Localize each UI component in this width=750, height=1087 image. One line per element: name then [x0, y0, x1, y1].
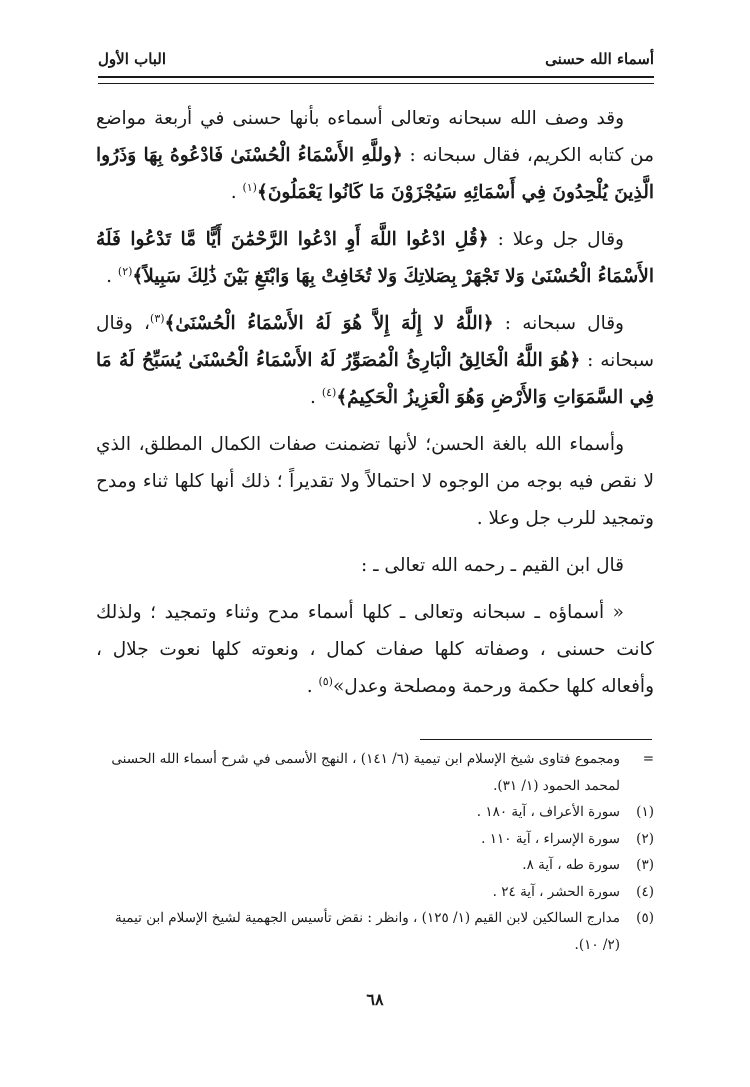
footnote-marker: (٢): [636, 830, 654, 847]
quran-bracket-close: ﴾: [256, 182, 268, 203]
footnote-marker: (١): [636, 804, 654, 820]
footnote-ref: (٣): [150, 311, 165, 325]
footnote: [96, 905, 654, 958]
paragraph-6: [96, 594, 654, 705]
paragraph-end: .: [230, 182, 243, 203]
footnote-marker: (٣): [636, 857, 654, 873]
footnote: [96, 799, 654, 826]
paragraph-text: وقال جل وعلا :: [488, 229, 624, 250]
paragraph-end: .: [310, 387, 322, 408]
section-title: الباب الأول: [98, 50, 167, 68]
paragraph-text: ، وقال سبحانه :: [96, 313, 654, 371]
footnote: [96, 826, 654, 853]
paragraph-end: .: [106, 266, 118, 287]
quran-bracket-close: ﴾: [336, 387, 348, 408]
quran-verse: وللَّهِ الأَسْمَاءُ الْحُسْنَىٰ فَادْعُوهُ بِهَا وَذَرُوا الَّذِينَ يُلْحِدُونَ فِي أَسْمَائِهِ سَيُجْزَوْنَ مَا كَانُوا يَعْمَلُونَ: [96, 145, 654, 203]
footnote-text: سورة الإسراء ، آية ١١٠ .: [481, 830, 620, 847]
page-number: ٦٨: [366, 990, 384, 1009]
footnote-ref: (١): [242, 180, 257, 194]
paragraph-text: وقال سبحانه :: [493, 313, 624, 334]
paragraph-5: قال ابن القيم ـ رحمه الله تعالى ـ :: [360, 555, 624, 576]
quran-verse: اللَّهُ لا إِلَٰهَ إِلاَّ هُوَ لَهُ الأَسْمَاءُ الْحُسْنَىٰ: [175, 313, 483, 334]
footnote-text: ومجموع فتاوى شيخ الإسلام ابن تيمية (٦/ ١٤١) ، النهج الأسمى في شرح أسماء الله الحسنى لمحمد الحمود (١/ ٣١).: [111, 751, 620, 794]
footnote: [96, 746, 654, 799]
footnote-text: سورة طه ، آية ٨.: [522, 857, 620, 873]
paragraph-4: وأسماء الله بالغة الحسن؛ لأنها تضمنت صفات الكمال المطلق، الذي لا نقص فيه بوجه من الوجوه لا احتمالاً ولا تقديراً ؛ ذلك أنها كلها ثناء ومدح وتمجيد للرب جل وعلا .: [96, 434, 654, 529]
footnote-rule: [420, 739, 652, 740]
paragraph-1: [96, 100, 654, 211]
header-rule: [98, 76, 654, 84]
footnote-text: مدارج السالكين لابن القيم (١/ ١٢٥) ، وانظر : نقض تأسيس الجهمية لشيخ الإسلام ابن تيمية (٢/ ١٠).: [114, 910, 620, 953]
quran-verse: هُوَ اللَّهُ الْخَالِقُ الْبَارِئُ الْمُصَوِّرُ لَهُ الأَسْمَاءُ الْحُسْنَىٰ يُسَبِّحُ لَهُ مَا فِي السَّمَوَاتِ وَالأَرْضِ وَهُوَ الْعَزِيزُ الْحَكِيمُ: [96, 350, 654, 408]
paragraph-2: [96, 221, 654, 295]
paragraph-text: وقد وصف الله سبحانه وتعالى أسماءه بأنها حسنى في أربعة مواضع من كتابه الكريم، فقال سبحانه :: [96, 108, 654, 166]
quran-bracket-close: ﴾: [164, 313, 176, 334]
footnote-marker: =: [642, 751, 654, 767]
footnotes: [96, 746, 654, 958]
main-text: [96, 100, 654, 715]
footnote-marker: (٤): [636, 883, 654, 900]
paragraph-3: [96, 305, 654, 416]
footnote-text: سورة الحشر ، آية ٢٤ .: [492, 883, 620, 900]
footnote-text: سورة الأعراف ، آية ١٨٠ .: [476, 804, 620, 820]
quran-verse: قُلِ ادْعُوا اللَّهَ أَوِ ادْعُوا الرَّحْمَٰنَ أَيًّا مَّا تَدْعُوا فَلَهُ الأَسْمَاءُ الْحُسْنَىٰ وَلا تَجْهَرْ بِصَلاتِكَ وَلا تُخَافِتْ بِهَا وَابْتَغِ بَيْنَ ذَٰلِكَ سَبِيلاً: [96, 229, 654, 287]
quran-bracket-open: ﴿: [477, 229, 489, 250]
quotation-text: « أسماؤه ـ سبحانه وتعالى ـ كلها أسماء مدح وثناء وتمجيد ؛ ولذلك كانت حسنى ، وصفاته كلها صفات كمال ، ونعوته كلها نعوت جلال ، وأفعاله كلها حكمة ورحمة ومصلحة وعدل»: [96, 602, 654, 697]
chapter-title: أسماء الله حسنى: [545, 50, 654, 68]
footnote: [96, 879, 654, 906]
paragraph-end: .: [306, 676, 319, 697]
quran-bracket-open: ﴿: [482, 313, 494, 334]
quran-bracket-open: ﴿: [569, 350, 581, 371]
quran-bracket-close: ﴾: [132, 266, 144, 287]
footnote-ref: (٢): [117, 264, 133, 278]
running-header: [98, 50, 654, 78]
quran-bracket-open: ﴿: [391, 145, 403, 166]
footnote-marker: (٥): [636, 910, 654, 926]
footnote: [96, 852, 654, 879]
footnote-ref: (٤): [321, 385, 337, 399]
footnote-ref: (٥): [318, 674, 333, 688]
